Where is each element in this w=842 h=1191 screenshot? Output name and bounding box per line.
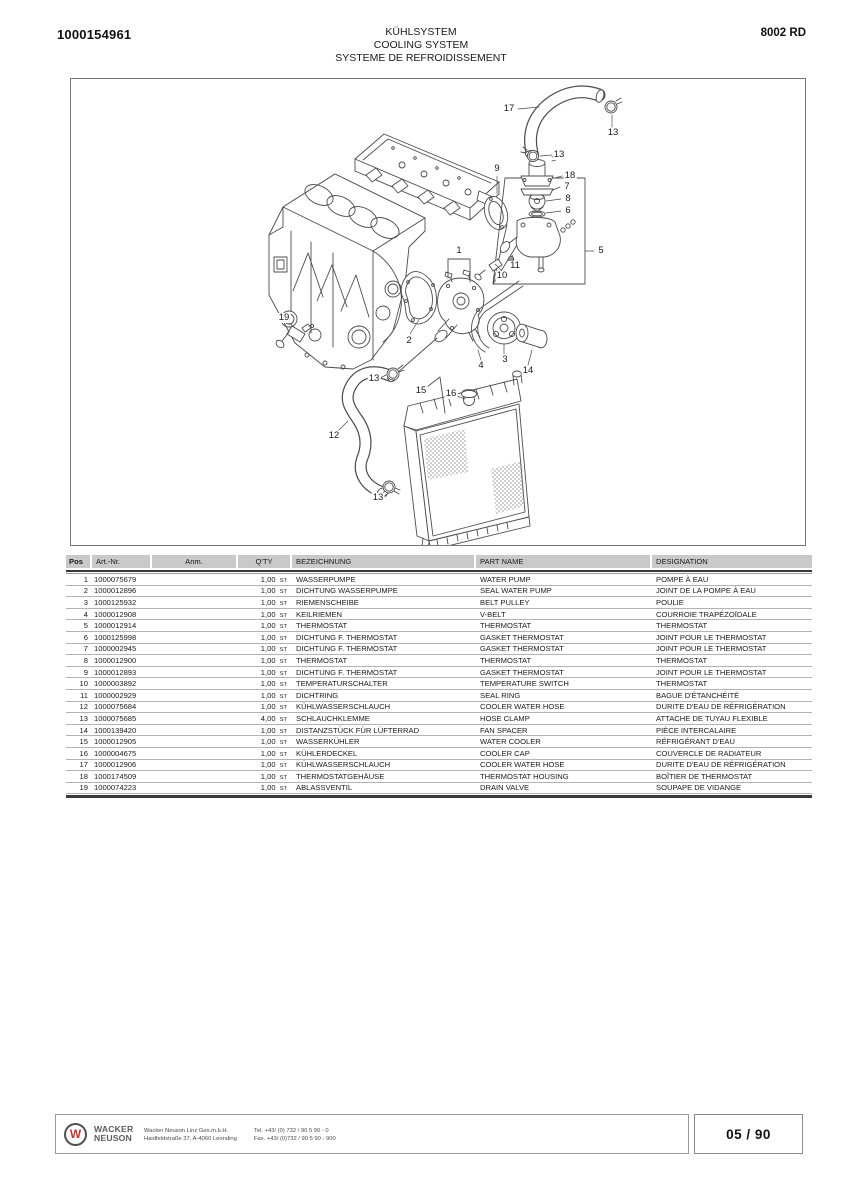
callout-15: 15	[415, 385, 427, 396]
hose-clamp-art	[605, 98, 622, 113]
cell-bez: RIEMENSCHEIBE	[296, 597, 359, 607]
cell-bez: THERMOSTAT	[296, 621, 348, 631]
cell-bez: KÜHLERDECKEL	[296, 748, 358, 758]
cell-pos: 15	[79, 737, 88, 747]
title-de: KÜHLSYSTEM	[385, 26, 457, 38]
cell-art: 1000002929	[94, 690, 137, 700]
callout-4: 4	[478, 360, 484, 371]
cell-part: V-BELT	[480, 609, 506, 619]
table-row	[66, 574, 812, 586]
cell-part: FAN SPACER	[480, 725, 528, 735]
table-row	[66, 725, 812, 737]
table-bottom-divider	[66, 795, 812, 798]
cell-qty: 1,00 ST	[260, 644, 287, 654]
callout-13: 13	[372, 492, 384, 503]
cell-pos: 6	[83, 632, 88, 642]
cell-des: THERMOSTAT	[656, 679, 708, 689]
cell-part: GASKET THERMOSTAT	[480, 644, 564, 654]
cell-des: POMPE À EAU	[656, 574, 709, 584]
diagram-frame	[70, 78, 806, 546]
cell-des: JOINT POUR LE THERMOSTAT	[656, 632, 767, 642]
cell-des: COUVERCLE DE RADIATEUR	[656, 748, 762, 758]
table-row	[66, 620, 812, 632]
hose-clamp-art	[387, 365, 404, 380]
thermostat-stack-art	[521, 155, 556, 217]
cell-pos: 18	[79, 771, 88, 781]
callout-13: 13	[553, 149, 565, 160]
thermostat-housing-art	[474, 217, 575, 281]
cell-part: BELT PULLEY	[480, 597, 530, 607]
col-header-pos: Pos	[66, 555, 90, 568]
doc-number: 1000154961	[57, 27, 132, 42]
radiator-cap-art	[462, 390, 477, 397]
cell-art: 1000174509	[94, 771, 137, 781]
cell-art: 1000125998	[94, 632, 137, 642]
cell-pos: 3	[83, 597, 88, 607]
cell-art: 1000012900	[94, 655, 137, 665]
cell-pos: 9	[83, 667, 88, 677]
table-header-row	[66, 555, 812, 568]
table-row	[66, 771, 812, 783]
callout-9: 9	[494, 163, 500, 174]
callout-10: 10	[496, 270, 508, 281]
callout-2: 2	[406, 335, 412, 346]
table-row	[66, 713, 812, 725]
cell-qty: 1,00 ST	[260, 737, 287, 747]
cell-part: SEAL WATER PUMP	[480, 586, 552, 596]
company-address: Wacker Neuson Linz Ges.m.b.H. Haidfeldstraße 37, A-4060 Leonding	[144, 1128, 237, 1142]
cell-part: TEMPERATURE SWITCH	[480, 679, 569, 689]
cell-part: COOLER CAP	[480, 748, 530, 758]
callout-18: 18	[564, 170, 576, 181]
cell-qty: 4,00 ST	[260, 713, 287, 723]
cell-pos: 19	[79, 783, 88, 793]
pump-gasket-art	[401, 272, 436, 324]
cell-pos: 10	[79, 679, 88, 689]
cell-pos: 1	[83, 574, 88, 584]
cell-des: DURITE D'EAU DE RÉFRIGÉRATION	[656, 702, 786, 712]
col-header-bezeichnung: BEZEICHNUNG	[292, 555, 474, 568]
wacker-neuson-logo-icon: W	[64, 1123, 87, 1146]
cell-des: SOUPAPE DE VIDANGE	[656, 783, 742, 793]
table-row	[66, 609, 812, 621]
cell-art: 1000012896	[94, 586, 137, 596]
cell-art: 1000139420	[94, 725, 137, 735]
cell-pos: 13	[79, 713, 88, 723]
cell-qty: 1,00 ST	[260, 609, 287, 619]
fan-spacer-art	[516, 324, 547, 348]
cell-part: GASKET THERMOSTAT	[480, 632, 564, 642]
upper-hose-art	[521, 89, 622, 162]
cell-qty: 1,00 ST	[260, 632, 287, 642]
cell-qty: 1,00 ST	[260, 771, 287, 781]
engine-block-art	[269, 174, 425, 369]
callout-16: 16	[445, 388, 457, 399]
cell-part: HOSE CLAMP	[480, 713, 530, 723]
water-pump-art	[433, 270, 484, 344]
cell-qty: 1,00 ST	[260, 702, 287, 712]
cell-pos: 5	[83, 621, 88, 631]
cell-art: 1000012893	[94, 667, 137, 677]
cell-qty: 1,00 ST	[260, 783, 287, 793]
callout-7: 7	[564, 181, 570, 192]
cell-part: WATER COOLER	[480, 737, 541, 747]
table-row	[66, 678, 812, 690]
cell-qty: 1,00 ST	[260, 597, 287, 607]
cell-art: 1000003892	[94, 679, 137, 689]
cell-qty: 1,00 ST	[260, 621, 287, 631]
footer	[55, 1114, 689, 1154]
cell-qty: 1,00 ST	[260, 574, 287, 584]
lower-hose-art	[348, 365, 404, 497]
cell-des: THERMOSTAT	[656, 621, 708, 631]
cell-qty: 1,00 ST	[260, 748, 287, 758]
cell-part: SEAL RING	[480, 690, 521, 700]
cell-bez: KÜHLWASSERSCHLAUCH	[296, 760, 391, 770]
page-number: 05 / 90	[694, 1114, 803, 1154]
cell-des: ATTACHE DE TUYAU FLEXIBLE	[656, 713, 768, 723]
cell-part: COOLER WATER HOSE	[480, 702, 565, 712]
cell-part: THERMOSTAT HOUSING	[480, 771, 569, 781]
cell-art: 1000125932	[94, 597, 137, 607]
cell-bez: THERMOSTAT	[296, 655, 348, 665]
cell-des: DURITE D'EAU DE RÉFRIGÉRATION	[656, 760, 786, 770]
callout-3: 3	[502, 354, 508, 365]
cell-art: 1000012905	[94, 737, 137, 747]
cell-bez: DICHTUNG F. THERMOSTAT	[296, 644, 398, 654]
cell-bez: THERMOSTATGEHÄUSE	[296, 771, 385, 781]
cell-des: THERMOSTAT	[656, 655, 708, 665]
cell-art: 1000012914	[94, 621, 137, 631]
col-header-qty: Q'TY	[238, 555, 290, 568]
cell-bez: DISTANZSTÜCK FÜR LÜFTERRAD	[296, 725, 420, 735]
cell-qty: 1,00 ST	[260, 667, 287, 677]
engine-diagram	[71, 79, 806, 546]
title-en: COOLING SYSTEM	[373, 39, 469, 51]
cell-part: GASKET THERMOSTAT	[480, 667, 564, 677]
cell-des: POULIE	[656, 597, 684, 607]
cell-art: 1000075679	[94, 574, 137, 584]
callout-8: 8	[565, 193, 571, 204]
cell-pos: 14	[79, 725, 88, 735]
callout-1: 1	[456, 245, 462, 256]
table-body	[66, 574, 812, 794]
cell-des: JOINT DE LA POMPE À EAU	[656, 586, 756, 596]
cell-part: THERMOSTAT	[480, 621, 532, 631]
cell-pos: 2	[83, 586, 88, 596]
callout-6: 6	[565, 205, 571, 216]
cell-bez: ABLASSVENTIL	[296, 783, 353, 793]
cell-pos: 11	[80, 690, 88, 700]
cell-bez: TEMPERATURSCHALTER	[296, 679, 388, 689]
cell-qty: 1,00 ST	[260, 679, 287, 689]
table-row	[66, 690, 812, 702]
cell-art: 1000004675	[94, 748, 137, 758]
cell-bez: WASSERPUMPE	[296, 574, 356, 584]
cell-part: DRAIN VALVE	[480, 783, 530, 793]
callout-13: 13	[607, 127, 619, 138]
cell-pos: 16	[79, 748, 88, 758]
callout-19: 19	[278, 312, 290, 323]
callout-17: 17	[503, 103, 515, 114]
cell-pos: 4	[83, 609, 88, 619]
cell-art: 1000075684	[94, 702, 137, 712]
table-row	[66, 655, 812, 667]
table-row	[66, 783, 812, 795]
title-fr: SYSTEME DE REFROIDISSEMENT	[335, 52, 507, 64]
cell-art: 1000075685	[94, 713, 137, 723]
cell-pos: 8	[83, 655, 88, 665]
cell-pos: 7	[83, 644, 88, 654]
table-row	[66, 597, 812, 609]
cell-qty: 1,00 ST	[260, 690, 287, 700]
cell-qty: 1,00 ST	[260, 725, 287, 735]
callout-13: 13	[368, 373, 380, 384]
cell-bez: KEILRIEMEN	[296, 609, 342, 619]
cell-art: 1000074223	[94, 783, 137, 793]
cell-qty: 1,00 ST	[260, 655, 287, 665]
cell-bez: DICHTUNG WASSERPUMPE	[296, 586, 398, 596]
cell-pos: 12	[79, 702, 88, 712]
cell-des: RÉFRIGÉRANT D'EAU	[656, 737, 735, 747]
callout-14: 14	[522, 365, 534, 376]
cell-part: COOLER WATER HOSE	[480, 760, 565, 770]
cell-pos: 17	[79, 760, 88, 770]
radiator-art	[404, 371, 530, 546]
col-header-anm: Anm.	[152, 555, 236, 568]
cell-bez: KÜHLWASSERSCHLAUCH	[296, 702, 391, 712]
company-contact: Tel. +43/ (0) 732 / 90 5 90 - 0 Fax. +43/ (0)732 / 90 5 90 - 900	[254, 1128, 336, 1142]
cell-art: 1000002945	[94, 644, 137, 654]
cell-part: THERMOSTAT	[480, 655, 532, 665]
cell-qty: 1,00 ST	[260, 760, 287, 770]
cell-bez: DICHTUNG F. THERMOSTAT	[296, 632, 398, 642]
col-header-art-nr: Art.-Nr.	[92, 555, 150, 568]
table-row	[66, 644, 812, 656]
table-row	[66, 702, 812, 714]
cell-des: BOÎTIER DE THERMOSTAT	[656, 771, 753, 781]
col-header-part-name: PART NAME	[476, 555, 650, 568]
callout-12: 12	[328, 430, 340, 441]
col-header-designation: DESIGNATION	[652, 555, 812, 568]
table-row	[66, 667, 812, 679]
table-row	[66, 586, 812, 598]
parts-table	[66, 555, 812, 798]
cell-qty: 1,00 ST	[260, 586, 287, 596]
cell-bez: SCHLAUCHKLEMME	[296, 713, 370, 723]
cell-bez: DICHTRING	[296, 690, 339, 700]
model-code: 8002 RD	[760, 27, 806, 39]
cell-des: JOINT POUR LE THERMOSTAT	[656, 644, 767, 654]
belt-pulley-art	[488, 312, 521, 344]
table-row	[66, 632, 812, 644]
table-row	[66, 736, 812, 748]
hose-clamp-art	[383, 481, 400, 494]
table-row	[66, 748, 812, 760]
callout-5: 5	[598, 245, 604, 256]
page-title	[0, 26, 842, 65]
cell-bez: WASSERKÜHLER	[296, 737, 360, 747]
cell-part: WATER PUMP	[480, 574, 531, 584]
cell-des: PIÈCE INTERCALAIRE	[656, 725, 737, 735]
cell-art: 1000012908	[94, 609, 137, 619]
brand-name: WACKER NEUSON	[94, 1124, 134, 1143]
cell-des: COURROIE TRAPÉZOÏDALE	[656, 609, 757, 619]
cell-bez: DICHTUNG F. THERMOSTAT	[296, 667, 398, 677]
cell-des: BAGUE D'ÉTANCHÉITÉ	[656, 690, 740, 700]
callout-11: 11	[510, 260, 520, 271]
cell-des: JOINT POUR LE THERMOSTAT	[656, 667, 767, 677]
table-row	[66, 760, 812, 772]
cell-art: 1000012906	[94, 760, 137, 770]
